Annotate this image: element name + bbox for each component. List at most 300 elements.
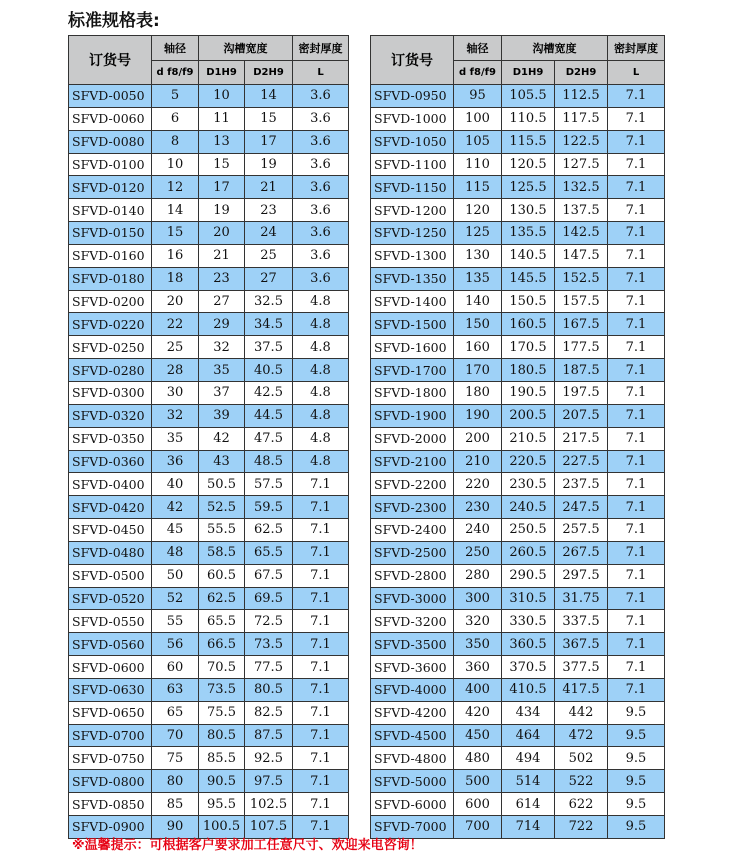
seal-thickness-cell: 3.6: [293, 176, 349, 199]
d1-cell: 20: [199, 222, 245, 245]
table-row: [371, 336, 665, 359]
d2-cell: 82.5: [245, 701, 293, 724]
d2-cell: 25: [245, 244, 293, 267]
table-row: [371, 541, 665, 564]
d2-cell: 337.5: [555, 610, 608, 633]
shaft-cell: 85: [152, 793, 199, 816]
d2-cell: 67.5: [245, 564, 293, 587]
order-no-cell: SFVD-0180: [69, 267, 152, 290]
d2-cell: 72.5: [245, 610, 293, 633]
table-row: [69, 656, 349, 679]
d2-cell: 57.5: [245, 473, 293, 496]
shaft-cell: 40: [152, 473, 199, 496]
page-title: 标准规格表:: [68, 11, 160, 31]
d1-cell: 130.5: [502, 199, 555, 222]
d1-cell: 65.5: [199, 610, 245, 633]
table-row: [371, 199, 665, 222]
shaft-cell: 5: [152, 85, 199, 108]
seal-thickness-cell: 7.1: [608, 267, 665, 290]
seal-thickness-cell: 7.1: [293, 678, 349, 701]
seal-thickness-cell: 7.1: [293, 656, 349, 679]
table-row: [371, 496, 665, 519]
table-row: [371, 222, 665, 245]
d1-cell: 200.5: [502, 404, 555, 427]
d1-cell: 494: [502, 747, 555, 770]
d2-cell: 77.5: [245, 656, 293, 679]
shaft-cell: 105: [454, 130, 502, 153]
spec-table-left: [68, 35, 349, 839]
table-row: [371, 107, 665, 130]
shaft-cell: 140: [454, 290, 502, 313]
shaft-cell: 100: [454, 107, 502, 130]
order-no-cell: SFVD-1250: [371, 222, 454, 245]
shaft-cell: 48: [152, 541, 199, 564]
d1-cell: 62.5: [199, 587, 245, 610]
order-no-cell: SFVD-0850: [69, 793, 152, 816]
d1-cell: 85.5: [199, 747, 245, 770]
shaft-cell: 10: [152, 153, 199, 176]
d1-cell: 17: [199, 176, 245, 199]
d1-cell: 52.5: [199, 496, 245, 519]
d2-cell: 21: [245, 176, 293, 199]
seal-thickness-cell: 3.6: [293, 244, 349, 267]
d2-cell: 417.5: [555, 678, 608, 701]
shaft-cell: 18: [152, 267, 199, 290]
shaft-cell: 90: [152, 816, 199, 839]
d2-cell: 622: [555, 793, 608, 816]
d1-cell: 310.5: [502, 587, 555, 610]
order-no-cell: SFVD-2300: [371, 496, 454, 519]
d1-cell: 190.5: [502, 381, 555, 404]
d1-cell: 50.5: [199, 473, 245, 496]
table-row: [69, 267, 349, 290]
seal-thickness-cell: 4.8: [293, 290, 349, 313]
table-row: [69, 336, 349, 359]
shaft-cell: 320: [454, 610, 502, 633]
d2-cell: 147.5: [555, 244, 608, 267]
d1-cell: 145.5: [502, 267, 555, 290]
table-row: [69, 541, 349, 564]
d2-cell: 48.5: [245, 450, 293, 473]
order-no-cell: SFVD-0160: [69, 244, 152, 267]
order-no-cell: SFVD-0600: [69, 656, 152, 679]
header-d1: D1H9: [502, 61, 555, 85]
shaft-cell: 28: [152, 359, 199, 382]
d1-cell: 95.5: [199, 793, 245, 816]
order-no-cell: SFVD-0950: [371, 85, 454, 108]
d2-cell: 127.5: [555, 153, 608, 176]
seal-thickness-cell: 7.1: [293, 793, 349, 816]
table-row: [69, 359, 349, 382]
order-no-cell: SFVD-0560: [69, 633, 152, 656]
shaft-cell: 170: [454, 359, 502, 382]
seal-thickness-cell: 7.1: [293, 519, 349, 542]
shaft-cell: 45: [152, 519, 199, 542]
table-row: [371, 701, 665, 724]
table-row: [371, 793, 665, 816]
d1-cell: 70.5: [199, 656, 245, 679]
order-no-cell: SFVD-0050: [69, 85, 152, 108]
table-row: [371, 678, 665, 701]
table-row: [371, 724, 665, 747]
seal-thickness-cell: 7.1: [608, 107, 665, 130]
d1-cell: 240.5: [502, 496, 555, 519]
d1-cell: 55.5: [199, 519, 245, 542]
d1-cell: 29: [199, 313, 245, 336]
table-row: [371, 656, 665, 679]
d2-cell: 107.5: [245, 816, 293, 839]
shaft-cell: 450: [454, 724, 502, 747]
shaft-cell: 130: [454, 244, 502, 267]
seal-thickness-cell: 3.6: [293, 222, 349, 245]
table-row: [69, 199, 349, 222]
table-row: [69, 85, 349, 108]
seal-thickness-cell: 7.1: [293, 816, 349, 839]
seal-thickness-cell: 9.5: [608, 701, 665, 724]
seal-thickness-cell: 3.6: [293, 267, 349, 290]
table-row: [371, 633, 665, 656]
table-row: [69, 450, 349, 473]
seal-thickness-cell: 7.1: [608, 496, 665, 519]
order-no-cell: SFVD-2000: [371, 427, 454, 450]
d1-cell: 23: [199, 267, 245, 290]
shaft-cell: 56: [152, 633, 199, 656]
shaft-cell: 30: [152, 381, 199, 404]
shaft-cell: 180: [454, 381, 502, 404]
d1-cell: 410.5: [502, 678, 555, 701]
d2-cell: 152.5: [555, 267, 608, 290]
d1-cell: 434: [502, 701, 555, 724]
seal-thickness-cell: 7.1: [608, 427, 665, 450]
order-no-cell: SFVD-1000: [371, 107, 454, 130]
order-no-cell: SFVD-0480: [69, 541, 152, 564]
d1-cell: 110.5: [502, 107, 555, 130]
d2-cell: 267.5: [555, 541, 608, 564]
header-d2: D2H9: [555, 61, 608, 85]
order-no-cell: SFVD-0550: [69, 610, 152, 633]
d2-cell: 442: [555, 701, 608, 724]
seal-thickness-cell: 7.1: [608, 633, 665, 656]
d2-cell: 65.5: [245, 541, 293, 564]
seal-thickness-cell: 4.8: [293, 450, 349, 473]
table-row: [69, 244, 349, 267]
table-row: [371, 564, 665, 587]
seal-thickness-cell: 7.1: [293, 473, 349, 496]
header-shaft: 轴径: [454, 36, 502, 61]
table-row: [69, 701, 349, 724]
shaft-cell: 32: [152, 404, 199, 427]
table-row: [371, 519, 665, 542]
seal-thickness-cell: 7.1: [608, 222, 665, 245]
order-no-cell: SFVD-0060: [69, 107, 152, 130]
d1-cell: 27: [199, 290, 245, 313]
seal-thickness-cell: 7.1: [293, 496, 349, 519]
d1-cell: 105.5: [502, 85, 555, 108]
header-seal-l: L: [293, 61, 349, 85]
order-no-cell: SFVD-4500: [371, 724, 454, 747]
seal-thickness-cell: 9.5: [608, 816, 665, 839]
table-row: [371, 770, 665, 793]
d2-cell: 207.5: [555, 404, 608, 427]
order-no-cell: SFVD-0250: [69, 336, 152, 359]
d1-cell: 13: [199, 130, 245, 153]
shaft-cell: 200: [454, 427, 502, 450]
shaft-cell: 36: [152, 450, 199, 473]
order-no-cell: SFVD-4000: [371, 678, 454, 701]
shaft-cell: 52: [152, 587, 199, 610]
seal-thickness-cell: 7.1: [608, 519, 665, 542]
seal-thickness-cell: 9.5: [608, 724, 665, 747]
order-no-cell: SFVD-0220: [69, 313, 152, 336]
d1-cell: 73.5: [199, 678, 245, 701]
order-no-cell: SFVD-1700: [371, 359, 454, 382]
d2-cell: 217.5: [555, 427, 608, 450]
shaft-cell: 80: [152, 770, 199, 793]
shaft-cell: 125: [454, 222, 502, 245]
seal-thickness-cell: 7.1: [608, 678, 665, 701]
order-no-cell: SFVD-7000: [371, 816, 454, 839]
shaft-cell: 160: [454, 336, 502, 359]
shaft-cell: 700: [454, 816, 502, 839]
table-row: [69, 793, 349, 816]
order-no-cell: SFVD-0420: [69, 496, 152, 519]
shaft-cell: 135: [454, 267, 502, 290]
shaft-cell: 350: [454, 633, 502, 656]
d2-cell: 167.5: [555, 313, 608, 336]
table-row: [371, 153, 665, 176]
table-row: [371, 450, 665, 473]
table-row: [69, 519, 349, 542]
seal-thickness-cell: 9.5: [608, 747, 665, 770]
d1-cell: 66.5: [199, 633, 245, 656]
shaft-cell: 70: [152, 724, 199, 747]
d1-cell: 90.5: [199, 770, 245, 793]
table-row: [371, 610, 665, 633]
table-row: [371, 290, 665, 313]
d1-cell: 80.5: [199, 724, 245, 747]
order-no-cell: SFVD-3000: [371, 587, 454, 610]
table-row: [371, 427, 665, 450]
d2-cell: 247.5: [555, 496, 608, 519]
table-row: [69, 427, 349, 450]
table-row: [371, 176, 665, 199]
d1-cell: 32: [199, 336, 245, 359]
d2-cell: 42.5: [245, 381, 293, 404]
shaft-cell: 65: [152, 701, 199, 724]
order-no-cell: SFVD-1100: [371, 153, 454, 176]
d2-cell: 23: [245, 199, 293, 222]
order-no-cell: SFVD-0120: [69, 176, 152, 199]
d1-cell: 714: [502, 816, 555, 839]
d1-cell: 514: [502, 770, 555, 793]
shaft-cell: 190: [454, 404, 502, 427]
table-row: [371, 85, 665, 108]
shaft-cell: 63: [152, 678, 199, 701]
shaft-cell: 240: [454, 519, 502, 542]
shaft-cell: 230: [454, 496, 502, 519]
d2-cell: 17: [245, 130, 293, 153]
order-no-cell: SFVD-0700: [69, 724, 152, 747]
d2-cell: 297.5: [555, 564, 608, 587]
shaft-cell: 42: [152, 496, 199, 519]
order-no-cell: SFVD-1900: [371, 404, 454, 427]
order-no-cell: SFVD-4800: [371, 747, 454, 770]
order-no-cell: SFVD-2200: [371, 473, 454, 496]
shaft-cell: 420: [454, 701, 502, 724]
d1-cell: 290.5: [502, 564, 555, 587]
shaft-cell: 150: [454, 313, 502, 336]
d2-cell: 37.5: [245, 336, 293, 359]
seal-thickness-cell: 7.1: [293, 564, 349, 587]
order-no-cell: SFVD-0750: [69, 747, 152, 770]
shaft-cell: 280: [454, 564, 502, 587]
seal-thickness-cell: 7.1: [608, 85, 665, 108]
order-no-cell: SFVD-0300: [69, 381, 152, 404]
order-no-cell: SFVD-3600: [371, 656, 454, 679]
seal-thickness-cell: 7.1: [608, 404, 665, 427]
shaft-cell: 95: [454, 85, 502, 108]
d2-cell: 157.5: [555, 290, 608, 313]
d1-cell: 250.5: [502, 519, 555, 542]
table-row: [371, 587, 665, 610]
seal-thickness-cell: 7.1: [608, 290, 665, 313]
seal-thickness-cell: 7.1: [293, 747, 349, 770]
seal-thickness-cell: 7.1: [608, 610, 665, 633]
table-row: [371, 381, 665, 404]
order-no-cell: SFVD-2800: [371, 564, 454, 587]
seal-thickness-cell: 7.1: [293, 724, 349, 747]
d1-cell: 614: [502, 793, 555, 816]
d1-cell: 115.5: [502, 130, 555, 153]
shaft-cell: 120: [454, 199, 502, 222]
seal-thickness-cell: 7.1: [608, 130, 665, 153]
seal-thickness-cell: 4.8: [293, 404, 349, 427]
d2-cell: 137.5: [555, 199, 608, 222]
d1-cell: 260.5: [502, 541, 555, 564]
order-no-cell: SFVD-1150: [371, 176, 454, 199]
table-row: [69, 633, 349, 656]
d2-cell: 59.5: [245, 496, 293, 519]
spec-table-right-body: [371, 85, 665, 839]
d1-cell: 100.5: [199, 816, 245, 839]
shaft-cell: 16: [152, 244, 199, 267]
seal-thickness-cell: 9.5: [608, 793, 665, 816]
d1-cell: 43: [199, 450, 245, 473]
d2-cell: 117.5: [555, 107, 608, 130]
seal-thickness-cell: 7.1: [608, 313, 665, 336]
shaft-cell: 75: [152, 747, 199, 770]
table-row: [69, 770, 349, 793]
shaft-cell: 500: [454, 770, 502, 793]
d2-cell: 522: [555, 770, 608, 793]
header-shaft: 轴径: [152, 36, 199, 61]
d2-cell: 44.5: [245, 404, 293, 427]
header-d1: D1H9: [199, 61, 245, 85]
spec-table-right: [370, 35, 665, 839]
d1-cell: 135.5: [502, 222, 555, 245]
d2-cell: 472: [555, 724, 608, 747]
order-no-cell: SFVD-0400: [69, 473, 152, 496]
d1-cell: 58.5: [199, 541, 245, 564]
shaft-cell: 50: [152, 564, 199, 587]
order-no-cell: SFVD-1300: [371, 244, 454, 267]
d1-cell: 35: [199, 359, 245, 382]
seal-thickness-cell: 7.1: [293, 610, 349, 633]
order-no-cell: SFVD-2100: [371, 450, 454, 473]
order-no-cell: SFVD-3200: [371, 610, 454, 633]
d2-cell: 187.5: [555, 359, 608, 382]
table-row: [69, 153, 349, 176]
d2-cell: 722: [555, 816, 608, 839]
d2-cell: 227.5: [555, 450, 608, 473]
table-row: [69, 176, 349, 199]
shaft-cell: 60: [152, 656, 199, 679]
header-groove-width: 沟槽宽度: [502, 36, 608, 61]
seal-thickness-cell: 7.1: [293, 770, 349, 793]
table-row: [69, 404, 349, 427]
d1-cell: 75.5: [199, 701, 245, 724]
d1-cell: 220.5: [502, 450, 555, 473]
d1-cell: 19: [199, 199, 245, 222]
d1-cell: 140.5: [502, 244, 555, 267]
seal-thickness-cell: 3.6: [293, 85, 349, 108]
table-row: [69, 313, 349, 336]
seal-thickness-cell: 7.1: [608, 199, 665, 222]
d1-cell: 10: [199, 85, 245, 108]
shaft-cell: 15: [152, 222, 199, 245]
table-row: [69, 724, 349, 747]
seal-thickness-cell: 4.8: [293, 313, 349, 336]
order-no-cell: SFVD-0650: [69, 701, 152, 724]
d2-cell: 62.5: [245, 519, 293, 542]
order-no-cell: SFVD-0450: [69, 519, 152, 542]
header-seal-thickness: 密封厚度: [608, 36, 665, 61]
d2-cell: 31.75: [555, 587, 608, 610]
shaft-cell: 20: [152, 290, 199, 313]
d2-cell: 132.5: [555, 176, 608, 199]
d1-cell: 150.5: [502, 290, 555, 313]
d2-cell: 15: [245, 107, 293, 130]
d1-cell: 370.5: [502, 656, 555, 679]
seal-thickness-cell: 7.1: [608, 176, 665, 199]
d1-cell: 21: [199, 244, 245, 267]
table-row: [371, 130, 665, 153]
table-row: [69, 107, 349, 130]
order-no-cell: SFVD-0320: [69, 404, 152, 427]
order-no-cell: SFVD-0280: [69, 359, 152, 382]
order-no-cell: SFVD-2400: [371, 519, 454, 542]
seal-thickness-cell: 4.8: [293, 336, 349, 359]
seal-thickness-cell: 7.1: [293, 541, 349, 564]
d2-cell: 377.5: [555, 656, 608, 679]
shaft-cell: 300: [454, 587, 502, 610]
seal-thickness-cell: 7.1: [608, 450, 665, 473]
d2-cell: 257.5: [555, 519, 608, 542]
order-no-cell: SFVD-1800: [371, 381, 454, 404]
header-shaft-tolerance: d f8/f9: [454, 61, 502, 85]
d2-cell: 237.5: [555, 473, 608, 496]
seal-thickness-cell: 7.1: [608, 587, 665, 610]
shaft-cell: 400: [454, 678, 502, 701]
d1-cell: 464: [502, 724, 555, 747]
seal-thickness-cell: 3.6: [293, 107, 349, 130]
shaft-cell: 8: [152, 130, 199, 153]
seal-thickness-cell: 7.1: [608, 541, 665, 564]
seal-thickness-cell: 7.1: [293, 701, 349, 724]
shaft-cell: 600: [454, 793, 502, 816]
order-no-cell: SFVD-0500: [69, 564, 152, 587]
table-row: [69, 496, 349, 519]
